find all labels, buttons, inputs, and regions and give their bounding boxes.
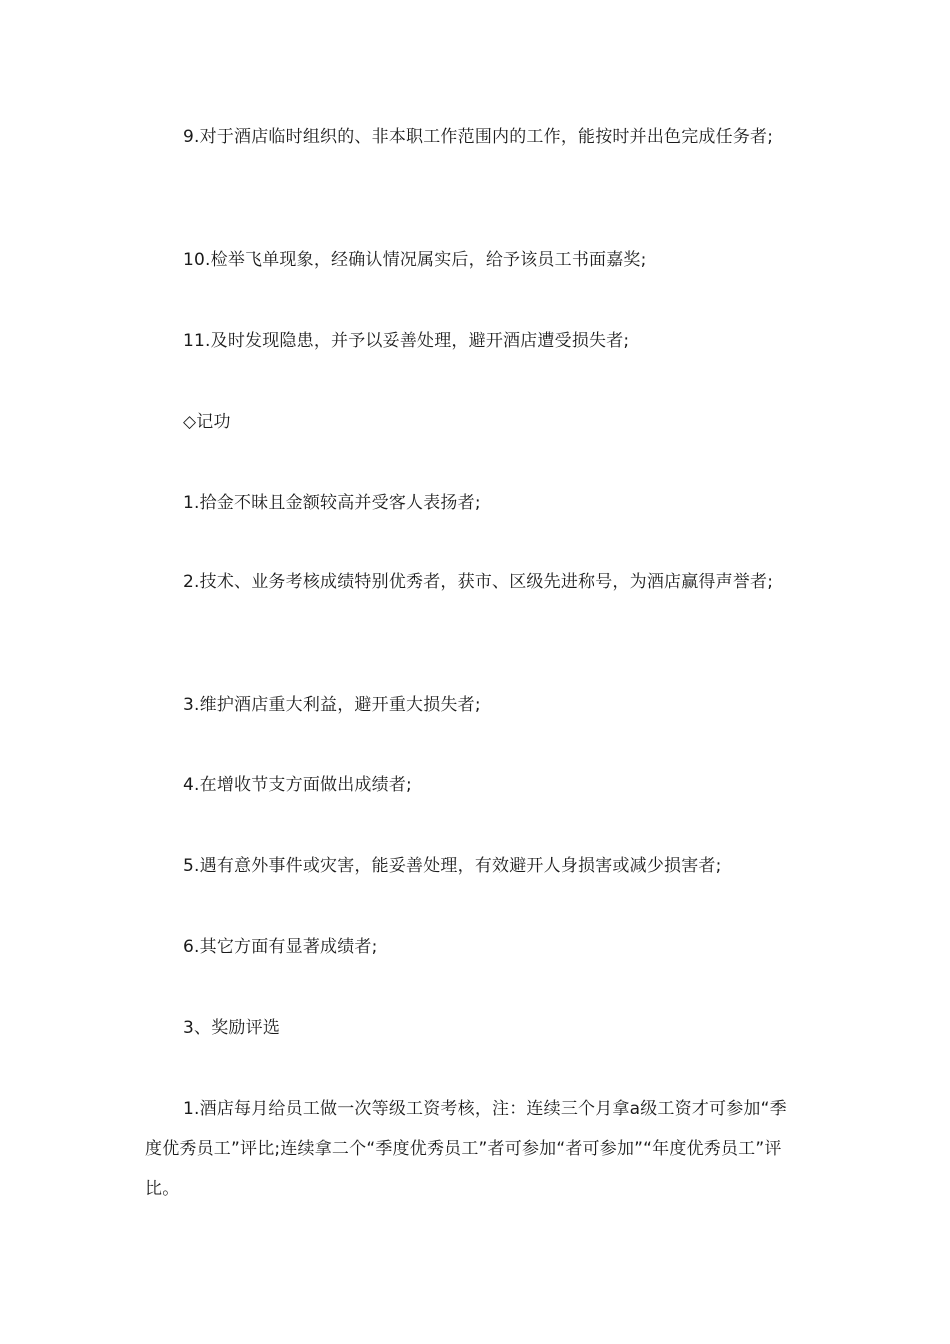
paragraph-merit-2: 2.技术、业务考核成绩特别优秀者，获市、区级先进称号，为酒店赢得声誉者; [183,572,774,592]
paragraph-item-11: 11.及时发现隐患，并予以妥善处理，避开酒店遭受损失者; [183,331,630,351]
section-heading-merit: ◇记功 [183,412,231,432]
section-heading-award-selection: 3、奖励评选 [183,1018,281,1038]
paragraph-item-10: 10.检举飞单现象，经确认情况属实后，给予该员工书面嘉奖; [183,250,647,270]
paragraph-merit-1: 1.拾金不昧且金额较高并受客人表扬者; [183,493,481,513]
paragraph-merit-3: 3.维护酒店重大利益，避开重大损失者; [183,695,481,715]
paragraph-item-9: 9.对于酒店临时组织的、非本职工作范围内的工作，能按时并出色完成任务者; [183,127,774,147]
paragraph-merit-5: 5.遇有意外事件或灾害，能妥善处理，有效避开人身损害或减少损害者; [183,856,722,876]
paragraph-award-1: 1.酒店每月给员工做一次等级工资考核，注：连续三个月拿a级工资才可参加“季度优秀员工”评比;连续拿二个“季度优秀员工”者可参加“者可参加”“年度优秀员工”评比。 [145,1099,787,1199]
paragraph-merit-4: 4.在增收节支方面做出成绩者; [183,775,412,795]
paragraph-merit-6: 6.其它方面有显著成绩者; [183,937,378,957]
